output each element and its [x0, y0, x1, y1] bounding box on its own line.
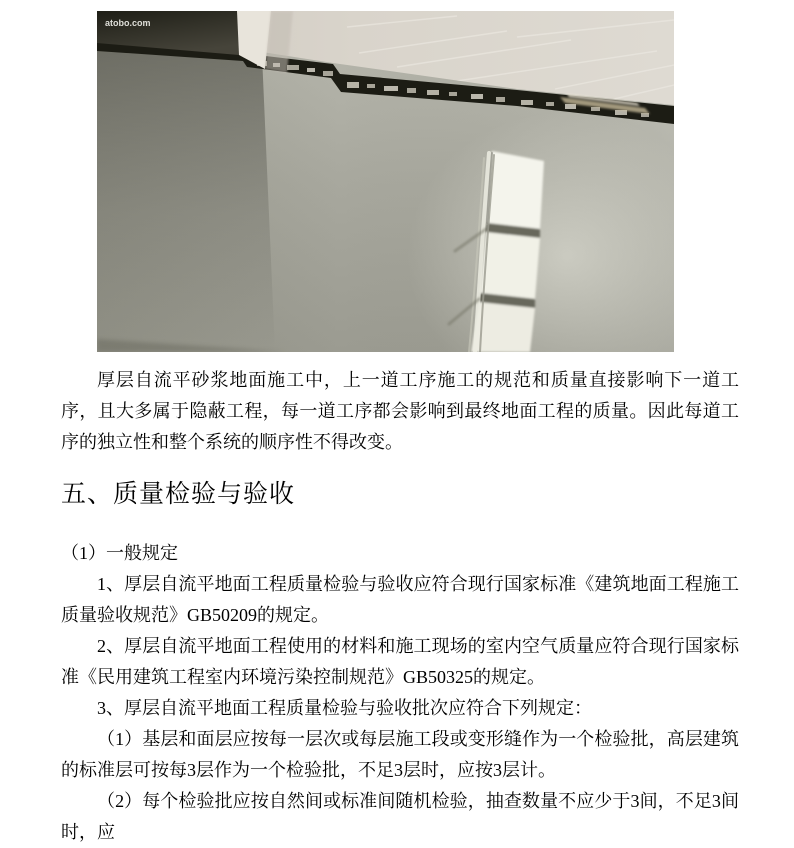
clause-item-3-2: （2）每个检验批应按自然间或标准间随机检验，抽查数量不应少于3间，不足3间时，应 [61, 791, 739, 842]
clause-item-3-1: （1）基层和面层应按每一层次或每层施工段或变形缝作为一个检验批，高层建筑的标准层可按每3层作为一个检验批，不足3层时，应按3层计。 [61, 729, 739, 780]
floor-photo [97, 11, 674, 352]
document-body [61, 365, 739, 848]
section-heading: 五、质量检验与验收 [61, 481, 296, 508]
clause-item-2: 2、厚层自流平地面工程使用的材料和施工现场的室内空气质量应符合现行国家标准《民用建筑工程室内环境污染控制规范》GB50325的规定。 [61, 636, 739, 687]
clause-item-1: 1、厚层自流平地面工程质量检验与验收应符合现行国家标准《建筑地面工程施工质量验收规范》GB50209的规定。 [61, 574, 739, 625]
floor-photo-canvas [97, 11, 674, 352]
intro-paragraph: 厚层自流平砂浆地面施工中，上一道工序施工的规范和质量直接影响下一道工序，且大多属于隐蔽工程，每一道工序都会影响到最终地面工程的质量。因此每道工序的独立性和整个系统的顺序性不得改变。 [61, 370, 739, 452]
floor-dark-reflection [97, 41, 275, 352]
clause-general-rules: （1）一般规定 [61, 543, 178, 563]
clause-item-3: 3、厚层自流平地面工程质量检验与验收批次应符合下列规定： [97, 698, 592, 718]
photo-watermark: atobo.com [105, 18, 151, 28]
